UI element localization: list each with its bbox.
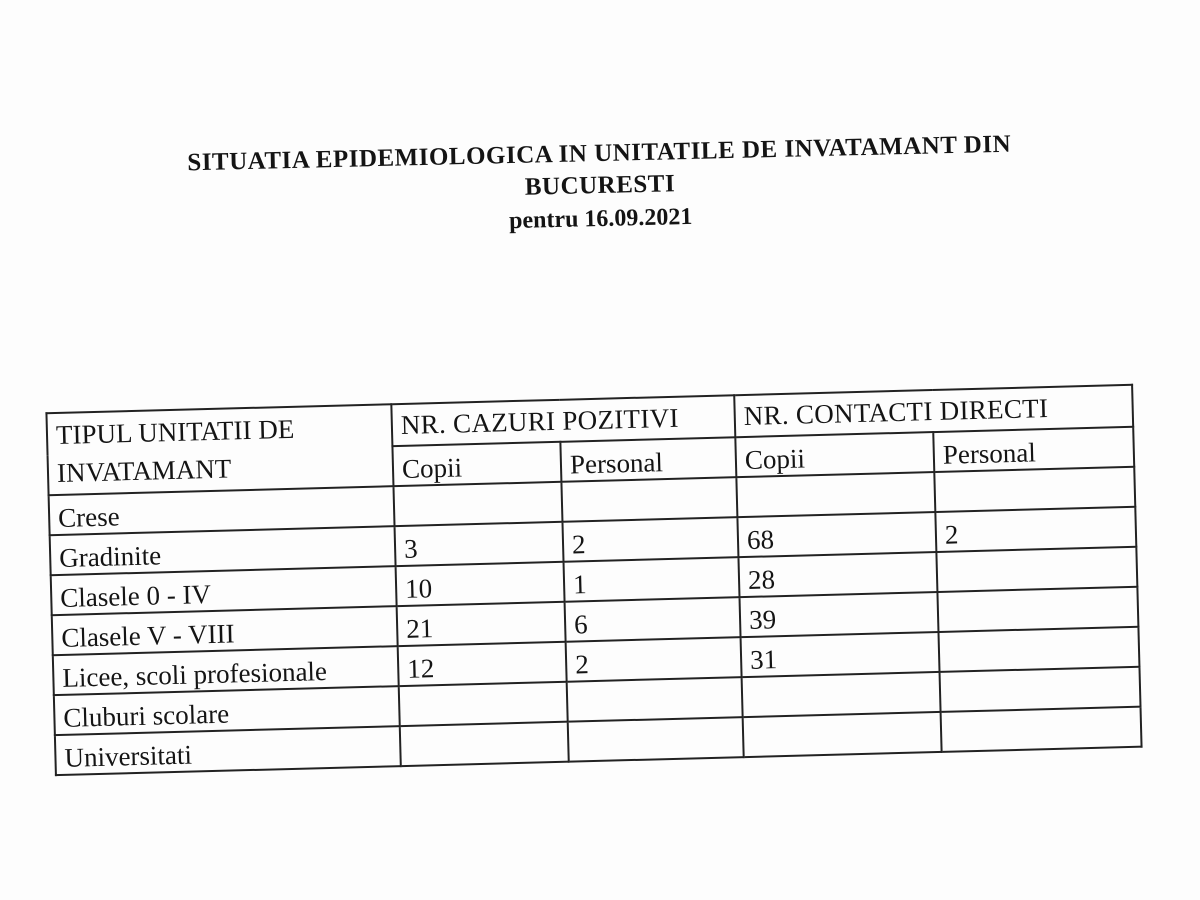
header-positive-cases: NR. CAZURI POZITIVI: [391, 395, 735, 446]
cell-positive-staff: [567, 677, 743, 722]
cell-positive-staff: [561, 477, 737, 522]
epidemiological-table-wrapper: [45, 384, 1140, 776]
epidemiological-table: [45, 384, 1142, 776]
cell-positive-staff: 6: [565, 597, 741, 642]
cell-contacts-staff: [934, 467, 1135, 512]
cell-contacts-children: 68: [737, 512, 936, 557]
document-date: pentru 16.09.2021: [508, 203, 693, 235]
row-label: Gradinite: [50, 526, 396, 575]
cell-positive-children: 12: [398, 642, 567, 686]
document-title-block: [99, 127, 1101, 248]
cell-positive-staff: 2: [562, 517, 738, 562]
cell-positive-children: 3: [395, 522, 564, 566]
header-contacts-children: Copii: [735, 432, 934, 477]
document-title-line-1: SITUATIA EPIDEMIOLOGICA IN UNITATILE DE INVATAMANT DIN: [187, 130, 1012, 177]
cell-positive-children: 21: [397, 602, 566, 646]
cell-positive-children: [393, 482, 562, 526]
header-positive-staff: Personal: [560, 437, 736, 482]
cell-contacts-staff: 2: [935, 507, 1136, 552]
cell-contacts-children: [742, 672, 941, 717]
cell-contacts-children: 39: [739, 592, 938, 637]
header-contacts-staff: Personal: [933, 427, 1134, 472]
header-direct-contacts: NR. CONTACTI DIRECTI: [734, 385, 1133, 437]
header-unit-type: [46, 404, 393, 495]
document-title-line-2: BUCURESTI: [524, 170, 676, 201]
cell-positive-staff: [568, 717, 744, 762]
header-unit-type-line-2: INVATAMANT: [56, 453, 232, 488]
cell-contacts-staff: [941, 707, 1142, 752]
row-label: Clasele V - VIII: [52, 606, 398, 655]
row-label: Cluburi scolare: [54, 686, 400, 735]
cell-contacts-staff: [936, 547, 1137, 592]
header-unit-type-line-1: TIPUL UNITATII DE: [55, 413, 295, 451]
cell-contacts-staff: [938, 627, 1139, 672]
header-positive-children: Copii: [392, 442, 561, 486]
cell-contacts-children: [743, 712, 942, 757]
cell-positive-staff: 2: [566, 637, 742, 682]
cell-positive-staff: 1: [564, 557, 740, 602]
cell-positive-children: [399, 682, 568, 726]
cell-contacts-staff: [940, 667, 1141, 712]
cell-positive-children: 10: [396, 562, 565, 606]
cell-contacts-children: 31: [741, 632, 940, 677]
row-label: Clasele 0 - IV: [51, 566, 397, 615]
cell-contacts-staff: [937, 587, 1138, 632]
row-label: Crese: [49, 486, 395, 535]
cell-contacts-children: [736, 472, 935, 517]
row-label: Licee, scoli profesionale: [53, 646, 399, 695]
row-label: Universitati: [55, 726, 401, 775]
cell-positive-children: [400, 722, 569, 766]
cell-contacts-children: 28: [738, 552, 937, 597]
